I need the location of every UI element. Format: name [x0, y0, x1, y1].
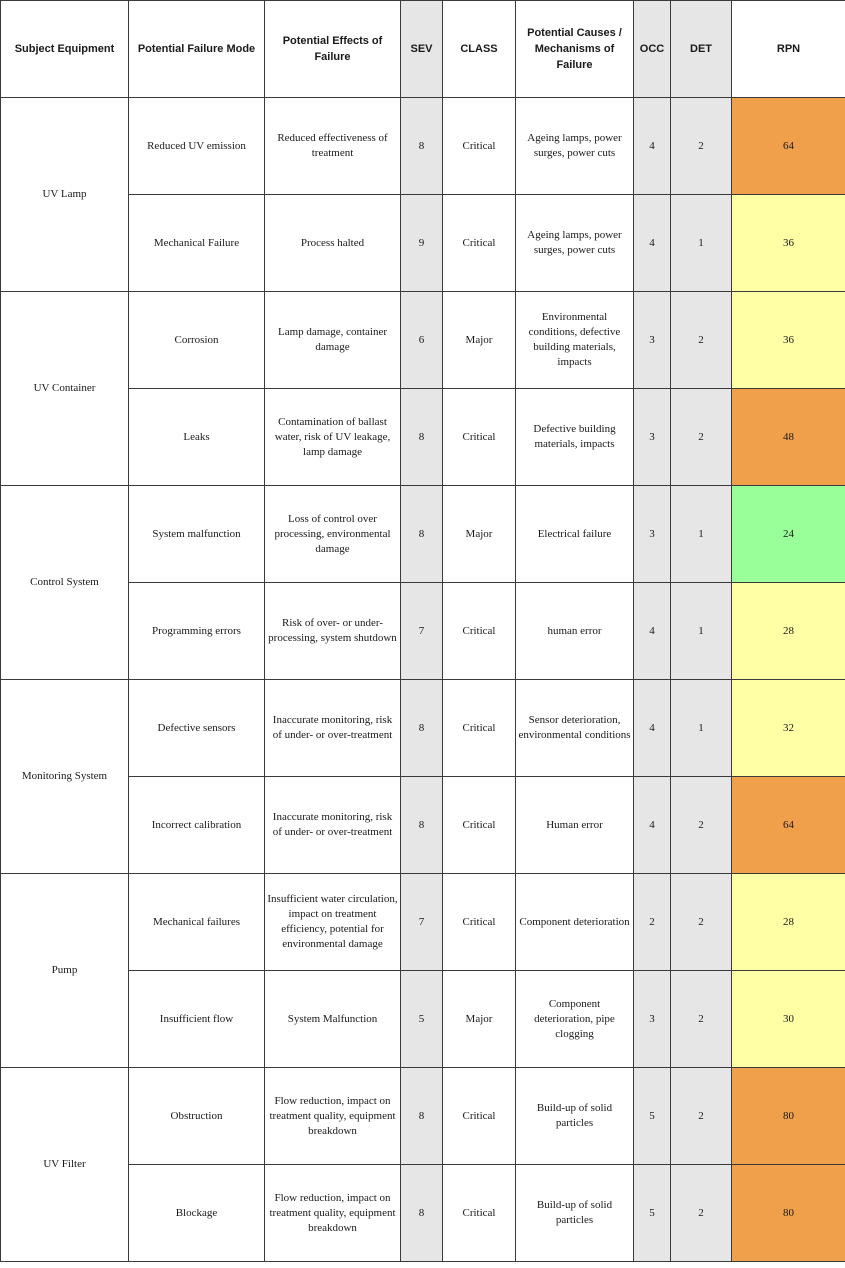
failure-mode-cell: Incorrect calibration	[129, 777, 265, 874]
occ-cell: 2	[634, 874, 671, 971]
class-cell: Critical	[443, 680, 516, 777]
occ-cell: 3	[634, 971, 671, 1068]
class-cell: Major	[443, 971, 516, 1068]
rpn-cell: 80	[732, 1165, 845, 1262]
failure-mode-cell: Programming errors	[129, 583, 265, 680]
sev-cell: 8	[401, 389, 443, 486]
header-class: CLASS	[443, 1, 516, 98]
det-cell: 1	[671, 195, 732, 292]
failure-mode-cell: Mechanical Failure	[129, 195, 265, 292]
failure-mode-cell: Defective sensors	[129, 680, 265, 777]
causes-cell: Ageing lamps, power surges, power cuts	[516, 195, 634, 292]
occ-cell: 4	[634, 195, 671, 292]
failure-mode-cell: Reduced UV emission	[129, 98, 265, 195]
failure-mode-cell: Leaks	[129, 389, 265, 486]
table-row	[1, 874, 845, 971]
causes-cell: human error	[516, 583, 634, 680]
failure-mode-cell: Mechanical failures	[129, 874, 265, 971]
subject-equipment-cell: UV Filter	[1, 1068, 129, 1262]
sev-cell: 8	[401, 1165, 443, 1262]
table-row	[1, 1068, 845, 1165]
causes-cell: Build-up of solid particles	[516, 1165, 634, 1262]
header-subject-equipment: Subject Equipment	[1, 1, 129, 98]
causes-cell: Human error	[516, 777, 634, 874]
occ-cell: 4	[634, 583, 671, 680]
sev-cell: 8	[401, 486, 443, 583]
subject-equipment-cell: UV Lamp	[1, 98, 129, 292]
det-cell: 2	[671, 971, 732, 1068]
failure-mode-cell: System malfunction	[129, 486, 265, 583]
rpn-cell: 64	[732, 98, 845, 195]
det-cell: 2	[671, 874, 732, 971]
det-cell: 1	[671, 680, 732, 777]
det-cell: 2	[671, 98, 732, 195]
table-row	[1, 292, 845, 389]
subject-equipment-cell: Control System	[1, 486, 129, 680]
header-sev: SEV	[401, 1, 443, 98]
occ-cell: 4	[634, 777, 671, 874]
effects-cell: Loss of control over processing, environmental damage	[265, 486, 401, 583]
header-rpn: RPN	[732, 1, 845, 98]
causes-cell: Environmental conditions, defective building materials, impacts	[516, 292, 634, 389]
rpn-cell: 30	[732, 971, 845, 1068]
occ-cell: 4	[634, 680, 671, 777]
class-cell: Critical	[443, 98, 516, 195]
table-body	[1, 98, 845, 1262]
rpn-cell: 36	[732, 195, 845, 292]
causes-cell: Build-up of solid particles	[516, 1068, 634, 1165]
failure-mode-cell: Obstruction	[129, 1068, 265, 1165]
subject-equipment-cell: UV Container	[1, 292, 129, 486]
class-cell: Critical	[443, 583, 516, 680]
effects-cell: Lamp damage, container damage	[265, 292, 401, 389]
class-cell: Critical	[443, 195, 516, 292]
causes-cell: Component deterioration, pipe clogging	[516, 971, 634, 1068]
det-cell: 2	[671, 389, 732, 486]
header-causes: Potential Causes / Mechanisms of Failure	[516, 1, 634, 98]
det-cell: 1	[671, 486, 732, 583]
causes-cell: Electrical failure	[516, 486, 634, 583]
causes-cell: Ageing lamps, power surges, power cuts	[516, 98, 634, 195]
subject-equipment-cell: Pump	[1, 874, 129, 1068]
table-row	[1, 98, 845, 195]
sev-cell: 7	[401, 874, 443, 971]
header-det: DET	[671, 1, 732, 98]
sev-cell: 9	[401, 195, 443, 292]
rpn-cell: 28	[732, 583, 845, 680]
causes-cell: Sensor deterioration, environmental conditions	[516, 680, 634, 777]
sev-cell: 8	[401, 98, 443, 195]
sev-cell: 8	[401, 680, 443, 777]
effects-cell: Contamination of ballast water, risk of UV leakage, lamp damage	[265, 389, 401, 486]
header-row	[1, 1, 845, 98]
header-effects: Potential Effects of Failure	[265, 1, 401, 98]
occ-cell: 5	[634, 1068, 671, 1165]
class-cell: Major	[443, 486, 516, 583]
occ-cell: 5	[634, 1165, 671, 1262]
table-row	[1, 680, 845, 777]
class-cell: Major	[443, 292, 516, 389]
failure-mode-cell: Insufficient flow	[129, 971, 265, 1068]
det-cell: 2	[671, 1068, 732, 1165]
table-row	[1, 486, 845, 583]
det-cell: 1	[671, 583, 732, 680]
effects-cell: Flow reduction, impact on treatment quality, equipment breakdown	[265, 1165, 401, 1262]
occ-cell: 3	[634, 389, 671, 486]
occ-cell: 4	[634, 98, 671, 195]
occ-cell: 3	[634, 292, 671, 389]
effects-cell: Flow reduction, impact on treatment quality, equipment breakdown	[265, 1068, 401, 1165]
effects-cell: Risk of over- or under-processing, system shutdown	[265, 583, 401, 680]
class-cell: Critical	[443, 1165, 516, 1262]
rpn-cell: 28	[732, 874, 845, 971]
effects-cell: Reduced effectiveness of treatment	[265, 98, 401, 195]
sev-cell: 5	[401, 971, 443, 1068]
rpn-cell: 32	[732, 680, 845, 777]
effects-cell: Process halted	[265, 195, 401, 292]
class-cell: Critical	[443, 874, 516, 971]
det-cell: 2	[671, 292, 732, 389]
det-cell: 2	[671, 777, 732, 874]
sev-cell: 6	[401, 292, 443, 389]
sev-cell: 8	[401, 1068, 443, 1165]
effects-cell: System Malfunction	[265, 971, 401, 1068]
rpn-cell: 24	[732, 486, 845, 583]
class-cell: Critical	[443, 777, 516, 874]
sev-cell: 8	[401, 777, 443, 874]
causes-cell: Defective building materials, impacts	[516, 389, 634, 486]
rpn-cell: 64	[732, 777, 845, 874]
det-cell: 2	[671, 1165, 732, 1262]
sev-cell: 7	[401, 583, 443, 680]
occ-cell: 3	[634, 486, 671, 583]
failure-mode-cell: Corrosion	[129, 292, 265, 389]
header-occ: OCC	[634, 1, 671, 98]
causes-cell: Component deterioration	[516, 874, 634, 971]
failure-mode-cell: Blockage	[129, 1165, 265, 1262]
rpn-cell: 80	[732, 1068, 845, 1165]
class-cell: Critical	[443, 1068, 516, 1165]
rpn-cell: 48	[732, 389, 845, 486]
rpn-cell: 36	[732, 292, 845, 389]
class-cell: Critical	[443, 389, 516, 486]
header-failure-mode: Potential Failure Mode	[129, 1, 265, 98]
effects-cell: Inaccurate monitoring, risk of under- or over-treatment	[265, 680, 401, 777]
subject-equipment-cell: Monitoring System	[1, 680, 129, 874]
effects-cell: Insufficient water circulation, impact on treatment efficiency, potential for environmental damage	[265, 874, 401, 971]
effects-cell: Inaccurate monitoring, risk of under- or over-treatment	[265, 777, 401, 874]
